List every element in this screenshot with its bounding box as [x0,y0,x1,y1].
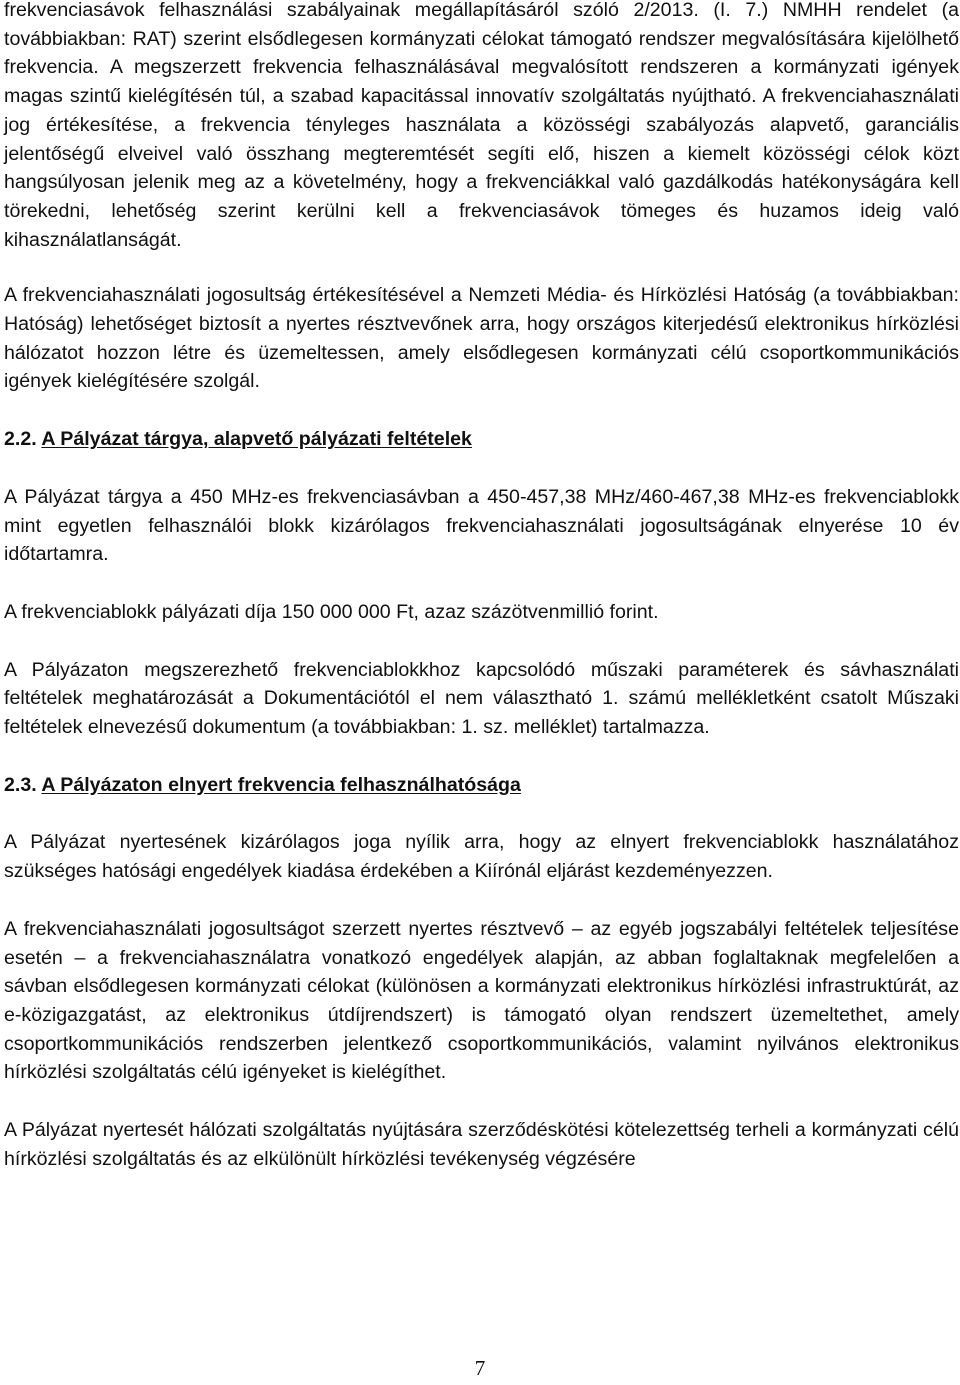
body-paragraph: A frekvenciahasználati jogosultság értékesítésével a Nemzeti Média- és Hírközlési Hatóság (a továbbiakban: Hatóság) lehetőséget biztosít a nyertes résztvevőnek arra, hogy országos kiterjedésű elektronikus hírközlési hálózatot hozzon létre és üzemeltessen, amely elsődlegesen kormányzati célú csoportkommunikációs igények kielégítésére szolgál. [4,284,959,393]
body-paragraph: A Pályázat nyertesét hálózati szolgáltatás nyújtására szerződéskötési kötelezettség terheli a kormányzati célú hírközlési szolgáltatás és az elkülönült hírközlési tevékenység végzésére [4,1119,959,1170]
section-heading-2-3 [4,771,959,800]
body-paragraph: A frekvenciahasználati jogosultságot szerzett nyertes résztvevő – az egyéb jogszabályi feltételek teljesítése esetén – a frekvenciahasználatra vonatkozó engedélyek alapján, az abban foglaltaknak megfelelően a sávban elsődlegesen kormányzati célokat (különösen a kormányzati elektronikus hírközlési infrastruktúrát, az e-közigazgatást, az elektronikus útdíjrendszert) is támogató olyan rendszert üzemeltethet, amely csoportkommunikációs rendszerben jelentkező csoportkommunikációs, valamint nyilvános elektronikus hírközlési szolgáltatás célú igényeket is kielégíthet. [4,917,959,1084]
body-paragraph: A frekvenciablokk pályázati díja 150 000 000 Ft, azaz százötvenmillió forint. [4,600,659,623]
section-number: 2.2. [4,428,37,451]
body-paragraph: A Pályázaton megszerezhető frekvenciablokkhoz kapcsolódó műszaki paraméterek és sávhasználati feltételek meghatározását a Dokumentációtól el nem választható 1. számú mellékletként csatolt Műszaki feltételek elnevezésű dokumentum (a továbbiakban: 1. sz. melléklet) tartalmazza. [4,658,959,739]
body-paragraph: frekvenciasávok felhasználási szabályainak megállapításáról szóló 2/2013. (I. 7.) NMHH rendelet (a továbbiakban: RAT) szerint elsődlegesen kormányzati célokat támogató rendszer megvalósítására kijelölhető frekvencia. A megszerzett frekvencia felhasználásával megvalósított rendszeren a kormányzati igények magas szintű kielégítésén túl, a szabad kapacitással innovatív szolgáltatás nyújtható. A frekvenciahasználati jog értékesítése, a frekvencia tényleges használata a közösségi szabályozás alapvető, garanciális jelentőségű elveivel való összhang megteremtését segíti elő, hiszen a kiemelt közösségi célok közt hangsúlyosan jelenik meg az a követelmény, hogy a frekvenciákkal való gazdálkodás hatékonyságára kell törekedni, lehetőség szerint kerülni kell a frekvenciasávok tömeges és huzamos ideig való kihasználatlanságát. [4,0,959,251]
section-title: A Pályázaton elnyert frekvencia felhasználhatósága [41,773,521,796]
section-heading-2-2 [4,425,959,454]
body-paragraph: A Pályázat nyertesének kizárólagos joga nyílik arra, hogy az elnyert frekvenciablokk használatához szükséges hatósági engedélyek kiadása érdekében a Kiírónál eljárást kezdeményezzen. [4,831,959,883]
section-number: 2.3. [4,773,37,796]
section-title: A Pályázat tárgya, alapvető pályázati feltételek [41,428,472,451]
document-page [4,0,959,1174]
body-paragraph: A Pályázat tárgya a 450 MHz-es frekvenciasávban a 450-457,38 MHz/460-467,38 MHz-es frekvenciablokk mint egyetlen felhasználói blokk kizárólagos frekvenciahasználati jogosultságának elnyerése 10 év időtartamra. [4,485,959,566]
page-number: 7 [474,1356,486,1380]
